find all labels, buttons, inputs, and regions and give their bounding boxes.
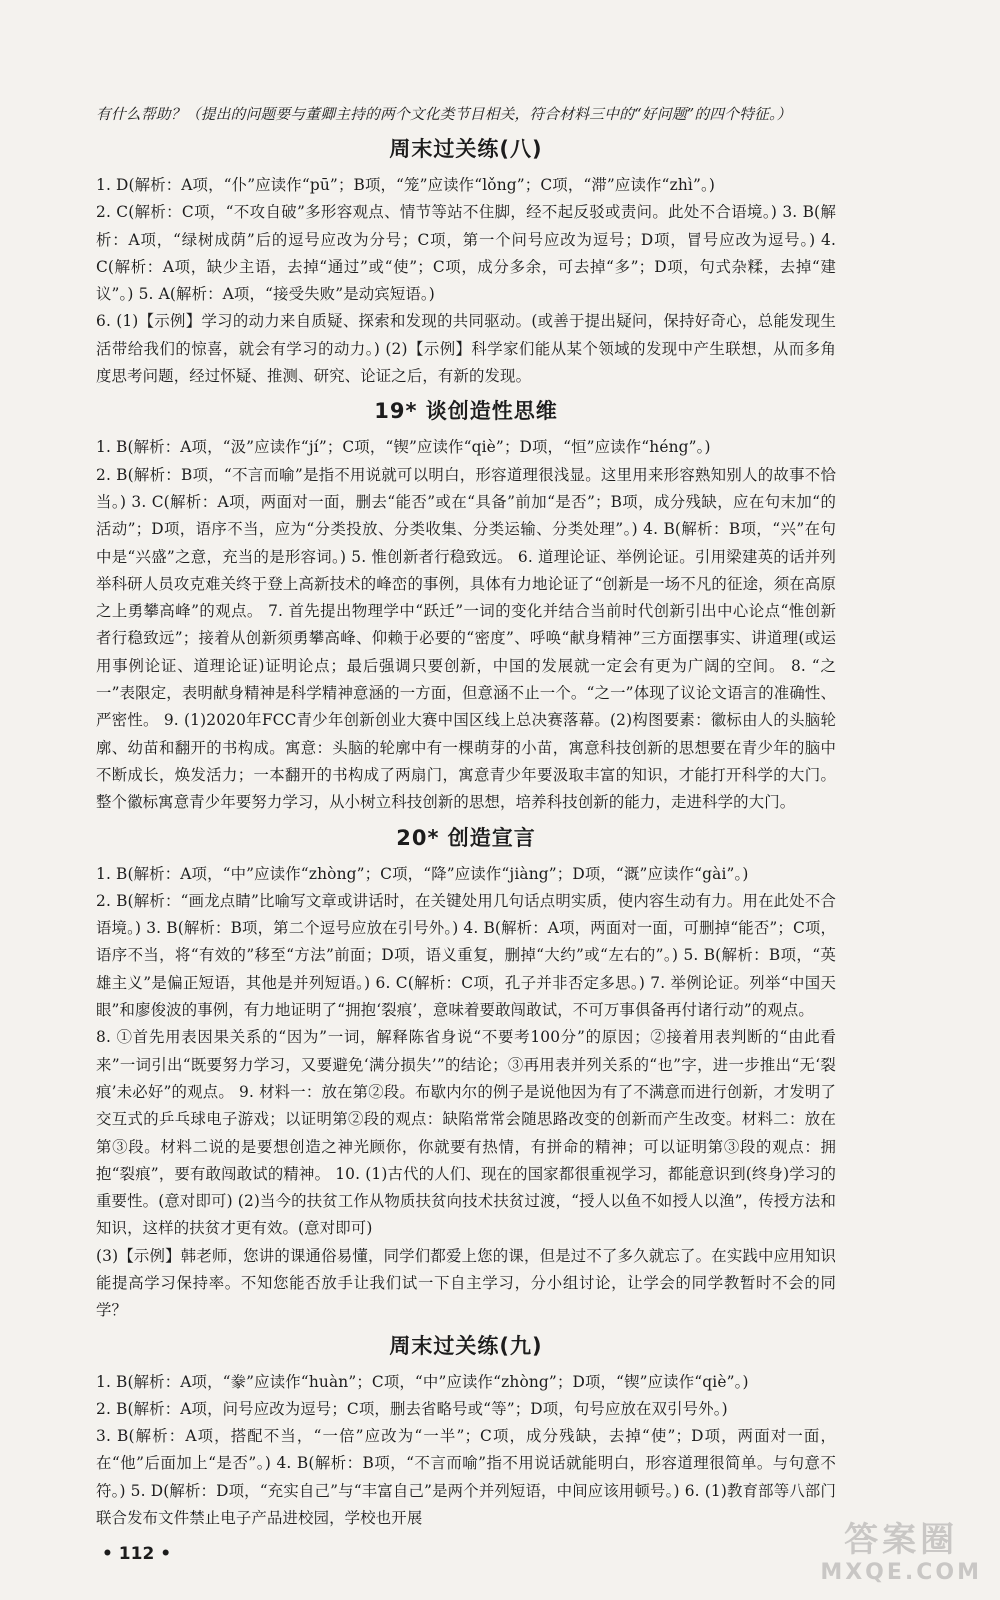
section-title: 20* 创造宣言 bbox=[396, 825, 536, 850]
answer-paragraph: 1. B(解析：A项，“汲”应读作“jí”；C项，“锲”应读作“qiè”；D项，“恒”应读作“héng”。) bbox=[96, 438, 711, 457]
section-lesson-20 bbox=[96, 823, 836, 1325]
section-title: 19* 谈创造性思维 bbox=[374, 399, 558, 424]
answer-paragraph: 2. B(解析：“画龙点睛”比喻写文章或讲话时，在关键处用几句话点明实质，使内容生动有力。用在此处不合语境。) 3. B(解析：B项，第二个逗号应放在引号外。) 4. B(解析：A项，两面对一面，可删掉“能否”；C项，语序不当，将“有效的”移至“方法”前面；D项，语义重复，删掉“大约”或“左右的”。) 5. B(解析：B项，“英雄主义”是偏正短语，其他是并列短语。) 6. C(解析：C项，孔子并非否定多思。) 7. 举例论证。列举“中国天眼”和廖俊波的事例，有力地证明了“拥抱‘裂痕’，意味着要敢闯敢试，不可万事俱备再付诸行动”的观点。 bbox=[96, 891, 836, 1020]
watermark-logo bbox=[820, 1520, 982, 1586]
section-lesson-19 bbox=[96, 396, 836, 816]
answer-paragraph: 6. (1)【示例】学习的动力来自质疑、探索和发现的共同驱动。(或善于提出疑问，保持好奇心，总能发现生活带给我们的惊喜，就会有学习的动力。) (2)【示例】科学家们能从某个领域的发现中产生联想，从而多角度思考问题，经过怀疑、推测、研究、论证之后，有新的发现。 bbox=[96, 312, 836, 386]
answer-paragraph: 3. B(解析：A项，搭配不当，“一倍”应改为“一半”；C项，成分残缺，去掉“使”；D项，两面对一面，在“他”后面加上“是否”。) 4. B(解析：B项，“不言而喻”指不用说话就能明白，形容道理很简单。与句意不符。) 5. D(解析：D项，“充实自己”与“丰富自己”是两个并列短语，中间应该用顿号。) 6. (1)教育部等八部门联合发布文件禁止电子产品进校园，学校也开展 bbox=[96, 1427, 836, 1528]
answer-paragraph: 1. B(解析：A项，“中”应读作“zhòng”；C项，“降”应读作“jiàng”；D项，“溉”应读作“gài”。) bbox=[96, 864, 749, 883]
section-weekend-practice-8 bbox=[96, 134, 836, 390]
answer-paragraph: (3)【示例】韩老师，您讲的课通俗易懂，同学们都爱上您的课，但是过不了多久就忘了。在实践中应用知识能提高学习保持率。不知您能否放手让我们试一下自主学习，分小组讨论，让学会的同学教暂时不会的同学？ bbox=[96, 1246, 836, 1320]
section-title: 周末过关练(八) bbox=[389, 137, 543, 161]
page-number: • 112 • bbox=[102, 1544, 172, 1564]
answer-paragraph: 1. B(解析：A项，“豢”应读作“huàn”；C项，“中”应读作“zhòng”；D项，“锲”应读作“qiè”。) bbox=[96, 1372, 749, 1391]
watermark-url: MXQE.COM bbox=[820, 1560, 982, 1585]
intro-block bbox=[96, 102, 836, 128]
answer-paragraph: 2. B(解析：B项，“不言而喻”是指不用说就可以明白，形容道理很浅显。这里用来形容熟知别人的故事不恰当。) 3. C(解析：A项，两面对一面，删去“能否”或在“具备”前加“是否”；B项，成分残缺，应在句末加“的活动”；D项，语序不当，应为“分类投放、分类收集、分类运输、分类处理”。) 4. B(解析：B项，“兴”在句中是“兴盛”之意，充当的是形容词。) 5. 惟创新者行稳致远。 6. 道理论证、举例论证。引用梁建英的话并列举科研人员攻克难关终于登上高新技术的峰峦的事例，具体有力地论证了“创新是一场不凡的征途，须在高原之上勇攀高峰”的观点。 7. 首先提出物理学中“跃迁”一词的变化并结合当前时代创新引出中心论点“惟创新者行稳致远”；接着从创新须勇攀高峰、仰赖于必要的“密度”、呼唤“献身精神”三方面摆事实、讲道理(或运用事例论证、道理论证)证明论点；最后强调只要创新，中国的发展就一定会有更为广阔的空间。 8. “之一”表限定，表明献身精神是科学精神意涵的一方面，但意涵不止一个。“之一”体现了议论文语言的准确性、严密性。 9. (1)2020年FCC青少年创新创业大赛中国区线上总决赛落幕。(2)构图要素：徽标由人的头脑轮廓、幼苗和翻开的书构成。寓意：头脑的轮廓中有一棵萌芽的小苗，寓意科技创新的思想要在青少年的脑中不断成长，焕发活力；一本翻开的书构成了两扇门，寓意青少年要汲取丰富的知识，才能打开科学的大门。整个徽标寓意青少年要努力学习，从小树立科技创新的思想，培养科技创新的能力，走进科学的大门。 bbox=[96, 465, 836, 812]
intro-paragraph: 有什么帮助？（提出的问题要与董卿主持的两个文化类节目相关，符合材料三中的“好问题”的四个特征。） bbox=[96, 106, 792, 123]
answer-paragraph: 1. D(解析：A项，“仆”应读作“pū”；B项，“笼”应读作“lǒng”；C项，“滞”应读作“zhì”。) bbox=[96, 176, 715, 194]
section-weekend-practice-9 bbox=[96, 1331, 836, 1533]
answer-paragraph: 2. B(解析：A项，问号应改为逗号；C项，删去省略号或“等”；D项，句号应放在双引号外。) bbox=[96, 1399, 728, 1418]
answer-page bbox=[96, 102, 836, 1534]
answer-paragraph: 8. ①首先用表因果关系的“因为”一词，解释陈省身说“不要考100分”的原因；②接着用表判断的“由此看来”一词引出“既要努力学习，又要避免‘满分损失’”的结论；③再用表并列关系的“也”字，进一步推出“无‘裂痕’未必好”的观点。 9. 材料一：放在第②段。布歇内尔的例子是说他因为有了不满意而进行创新，才发明了交互式的乒乓球电子游戏；以证明第②段的观点：缺陷常常会随思路改变的创新而产生改变。材料二：放在第③段。材料二说的是要想创造之神光顾你，你就要有热情，有拼命的精神；可以证明第③段的观点：拥抱“裂痕”，要有敢闯敢试的精神。 10. (1)古代的人们、现在的国家都很重视学习，都能意识到(终身)学习的重要性。(意对即可) (2)当今的扶贫工作从物质扶贫向技术扶贫过渡，“授人以鱼不如授人以渔”，传授方法和知识，这样的扶贫才更有效。(意对即可) bbox=[96, 1028, 836, 1238]
watermark-text: 答案圈 bbox=[844, 1520, 959, 1560]
section-title: 周末过关练(九) bbox=[389, 1333, 543, 1358]
answer-paragraph: 2. C(解析：C项，“不攻自破”多形容观点、情节等站不住脚，经不起反驳或责问。此处不合语境。) 3. B(解析：A项，“绿树成荫”后的逗号应改为分号；C项，第一个问号应改为逗号；D项，冒号应改为逗号。) 4. C(解析：A项，缺少主语，去掉“通过”或“使”；C项，成分多余，可去掉“多”；D项，句式杂糅，去掉“建议”。) 5. A(解析：A项，“接受失败”是动宾短语。) bbox=[96, 203, 836, 304]
